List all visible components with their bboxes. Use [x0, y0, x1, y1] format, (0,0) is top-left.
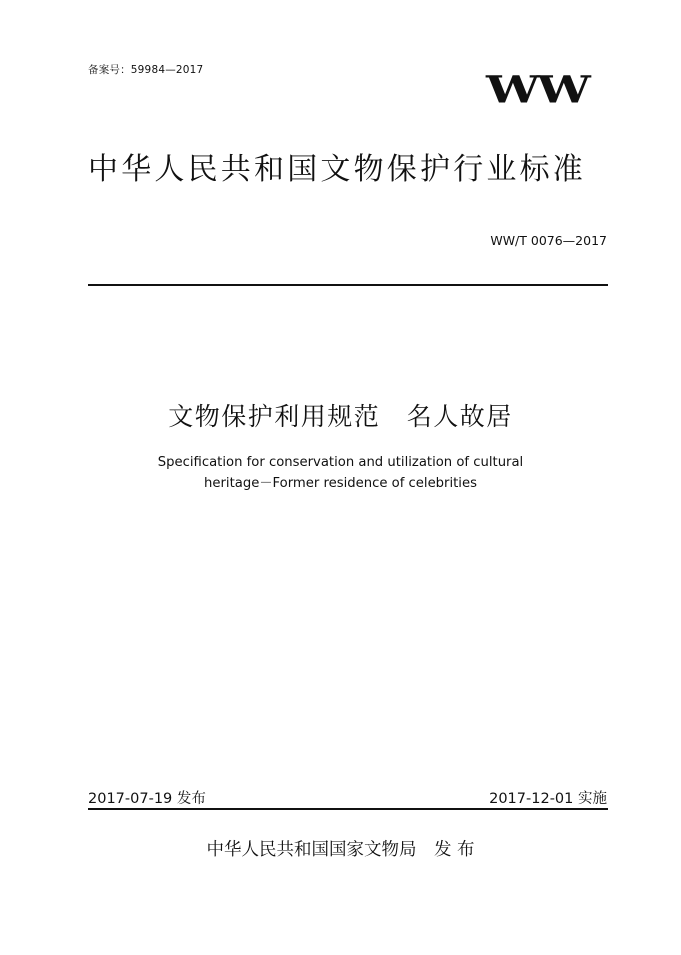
- document-title-cn: 文物保护利用规范 名人故居: [168, 402, 513, 431]
- standard-mark: WW: [486, 68, 588, 112]
- bottom-divider: [88, 808, 608, 810]
- document-title-en: [0, 452, 681, 494]
- standard-category-title: 中华人民共和国文物保护行业标准: [88, 152, 586, 187]
- standard-code: WW/T 0076—2017: [490, 233, 607, 248]
- implementation-date: 2017-12-01 实施: [489, 791, 607, 807]
- record-number: 备案号：59984—2017: [88, 64, 204, 76]
- document-title-en-line1: Specification for conservation and utilization of cultural: [157, 455, 524, 470]
- top-divider: [88, 284, 608, 286]
- issuing-authority: 中华人民共和国国家文物局 发 布: [206, 840, 475, 860]
- document-title-en-line2: heritage－Former residence of celebrities: [204, 476, 477, 491]
- issue-date: 2017-07-19 发布: [88, 791, 206, 807]
